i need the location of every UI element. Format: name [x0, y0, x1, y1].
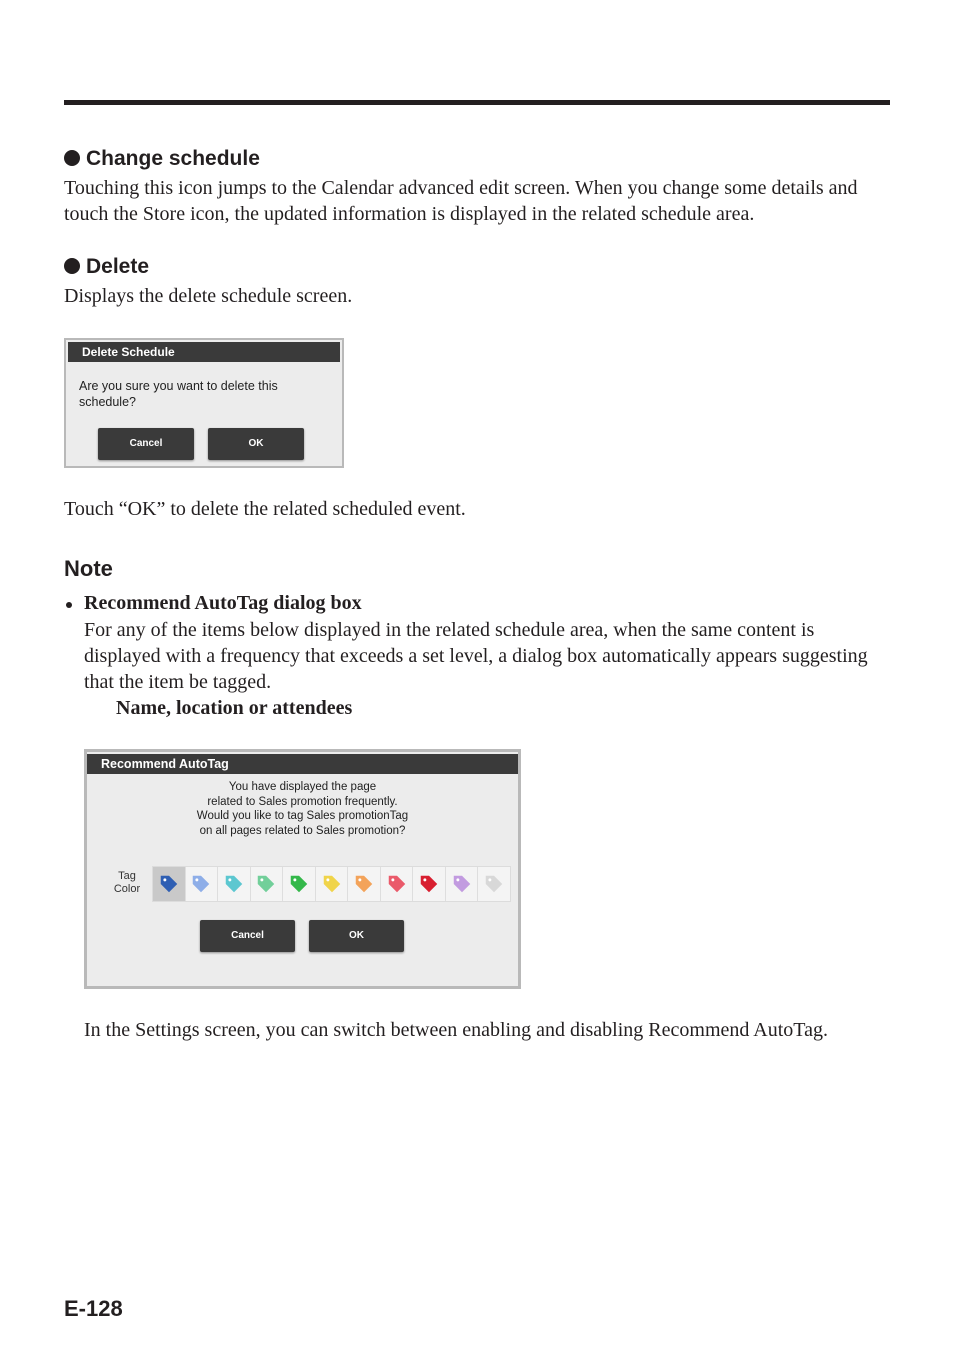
note-bullet-body: For any of the items below displayed in the related schedule area, when the same content is displayed with a frequency that exceeds a set level, a dialog box automatically appears suggesting that the item be tagged. — [84, 619, 868, 693]
message-line: related to Sales promotion frequently. — [207, 795, 398, 808]
tag-icon — [418, 873, 440, 895]
tag-icon — [451, 873, 473, 895]
top-rule — [64, 100, 890, 105]
dialog-title: Recommend AutoTag — [87, 754, 518, 774]
tag-icon — [321, 873, 343, 895]
message-line: on all pages related to Sales promotion? — [199, 824, 406, 837]
tag-color-swatch[interactable] — [316, 867, 349, 901]
note-heading: Note — [64, 556, 113, 581]
tag-color-swatch[interactable] — [218, 867, 251, 901]
cancel-button[interactable]: Cancel — [200, 920, 295, 952]
ok-button[interactable]: OK — [309, 920, 404, 952]
delete-schedule-dialog — [64, 338, 344, 468]
page-number: E-128 — [64, 1296, 123, 1321]
change-schedule-heading: Change schedule — [64, 147, 260, 171]
delete-description: Displays the delete schedule screen. — [64, 285, 353, 307]
settings-note: In the Settings screen, you can switch between enabling and disabling Recommend AutoTag. — [84, 1019, 828, 1041]
tag-color-swatch[interactable] — [186, 867, 219, 901]
tag-color-swatch[interactable] — [251, 867, 284, 901]
tag-icon — [223, 873, 245, 895]
tag-color-label — [109, 870, 145, 896]
tag-color-swatch[interactable] — [478, 867, 510, 901]
tag-icon — [386, 873, 408, 895]
tag-icon — [255, 873, 277, 895]
bullet-circle-icon — [64, 258, 80, 274]
change-schedule-description: Touching this icon jumps to the Calendar advanced edit screen. When you change some details and touch the Store icon, the updated information is displayed in the related schedule area. — [64, 177, 858, 225]
tag-label-line: Color — [113, 883, 141, 895]
tag-color-swatch[interactable] — [348, 867, 381, 901]
tag-color-swatch[interactable] — [153, 867, 186, 901]
bullet-dot-icon — [66, 602, 72, 608]
dialog-message: Are you sure you want to delete this schedule? — [79, 379, 278, 409]
tag-icon — [190, 873, 212, 895]
tag-icon — [353, 873, 375, 895]
dialog-message — [87, 780, 518, 838]
tag-color-swatch[interactable] — [413, 867, 446, 901]
recommend-autotag-dialog — [84, 749, 521, 989]
touch-ok-instruction: Touch “OK” to delete the related scheduled event. — [64, 498, 466, 520]
dialog-title: Delete Schedule — [68, 342, 340, 362]
message-line: You have displayed the page — [228, 781, 377, 793]
tag-color-picker — [152, 866, 511, 902]
message-line: Would you like to tag Sales promotionTag — [196, 810, 409, 822]
bullet-circle-icon — [64, 150, 80, 166]
tag-color-swatch[interactable] — [381, 867, 414, 901]
tag-icon — [158, 873, 180, 895]
note-bullet-heading: Recommend AutoTag dialog box — [84, 592, 362, 614]
ok-button[interactable]: OK — [208, 428, 304, 460]
tag-color-swatch[interactable] — [283, 867, 316, 901]
tag-icon — [288, 873, 310, 895]
delete-heading: Delete — [64, 255, 149, 279]
tag-icon — [483, 873, 505, 895]
cancel-button[interactable]: Cancel — [98, 428, 194, 460]
tag-color-swatch[interactable] — [446, 867, 479, 901]
tag-label-line: Tag — [118, 870, 136, 882]
note-item-list: Name, location or attendees — [116, 697, 353, 719]
